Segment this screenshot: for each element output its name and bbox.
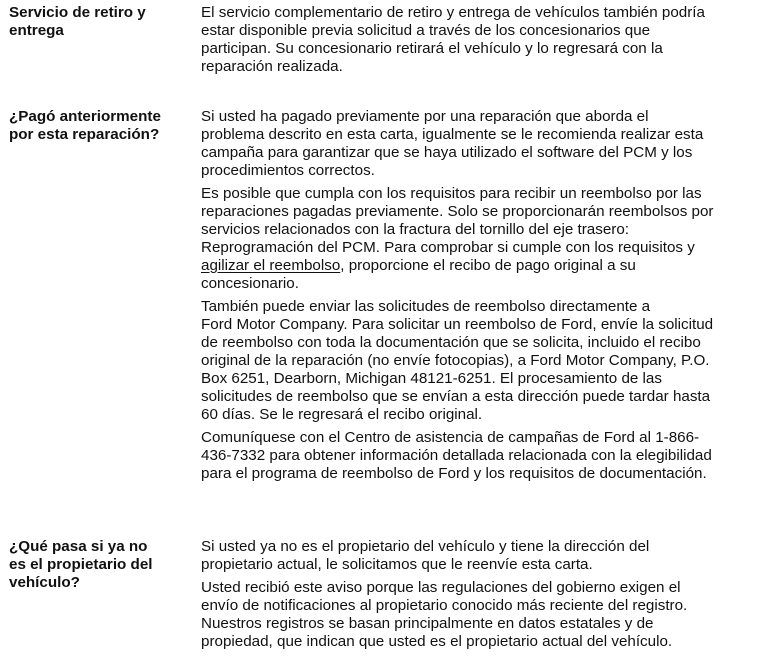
section-heading: ¿Qué pasa si ya no es el propietario del vehículo? [9, 538, 153, 591]
paragraph-text: Es posible que cumpla con los requisitos para recibir un reembolso por las reparaciones pagadas previamente. Solo se proporcionarán reembolsos por servicios relacionados con la fractura del tornillo del eje trasero: Reprogramación del PCM. Para comprobar si cumple con los requisitos y [201, 185, 714, 256]
paragraph-text: , proporcione el recibo de pago original a su concesionario. [201, 257, 636, 292]
section-content [201, 4, 769, 76]
paragraph: Si usted ya no es el propietario del vehículo y tiene la dirección del propietario actual, le solicitamos que le reenvíe esta carta. [201, 538, 650, 573]
paragraph: Si usted ha pagado previamente por una reparación que aborda el problema descrito en esta carta, igualmente se le recomienda realizar esta campaña para garantizar que se haya utilizado el software del PCM y los procedimientos correctos. [201, 108, 704, 179]
section-content [201, 108, 769, 483]
expedite-reimbursement-underlined: agilizar el reembolso [201, 257, 341, 274]
paragraph: Usted recibió este aviso porque las regulaciones del gobierno exigen el envío de notificaciones al propietario conocido más reciente del registro. Nuestros registros se basan principalmente en datos estatales y de propiedad, que indican que usted es el propietario actual del vehículo. [201, 579, 688, 650]
section-heading: Servicio de retiro y entrega [9, 4, 146, 39]
paragraph-mail-request: También puede enviar las solicitudes de reembolso directamente a Ford Motor Company. Para solicitar un reembolso de Ford, envíe la solicitud de reembolso con toda la documentación que se solicita, incluido el recibo original de la reparación (no envíe fotocopias), a Ford Motor Company, P.O. Box 6251, Dearborn, Michigan 48121-6251. El procesamiento de las solicitudes de reembolso que se envían a esta dirección puede tardar hasta 60 días. Se le regresará el recibo original. [201, 298, 714, 423]
section-heading: ¿Pagó anteriormente por esta reparación? [9, 108, 161, 143]
paragraph: El servicio complementario de retiro y entrega de vehículos también podría estar disponible previa solicitud a través de los concesionarios que participan. Su concesionario retirará el vehículo y lo regresará con la reparación realizada. [201, 4, 705, 75]
section-content [201, 538, 769, 651]
paragraph-reimbursement [201, 185, 769, 293]
paragraph-contact-center: Comuníquese con el Centro de asistencia de campañas de Ford al 1-866- 436-7332 para obtener información detallada relacionada con la elegibilidad para el programa de reembolso de Ford y los requisitos de documentación. [201, 429, 712, 482]
